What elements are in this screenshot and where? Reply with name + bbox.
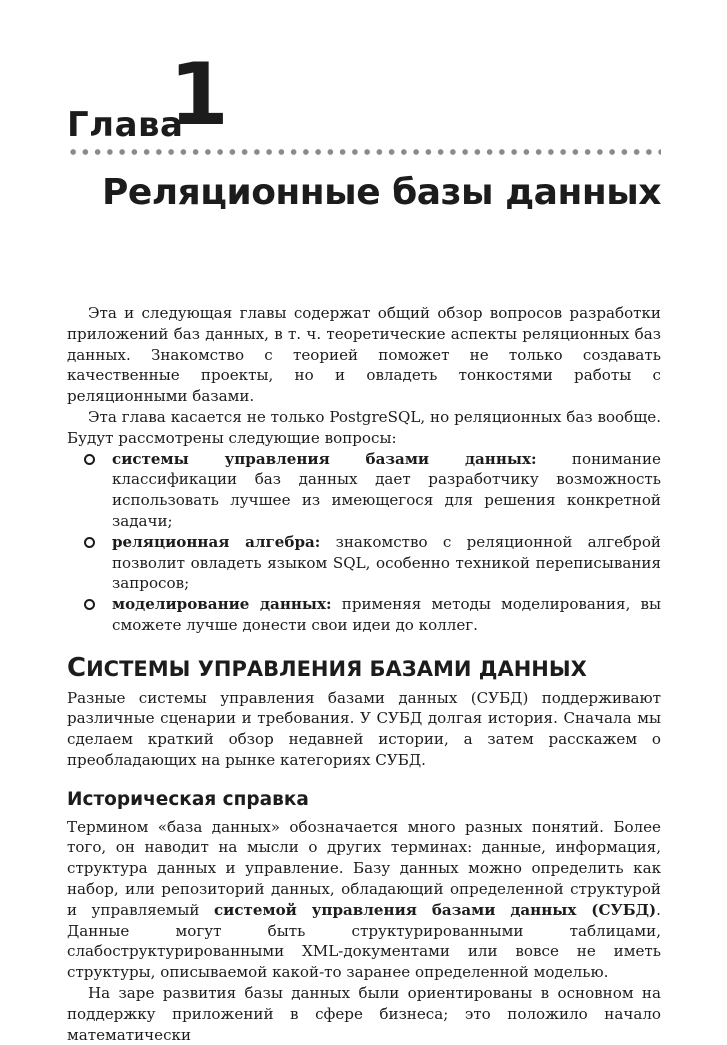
list-item (67, 449, 661, 532)
intro-paragraph-2: Эта глава касается не только PostgreSQL, но реляционных баз вообще. Будут рассмотрены следующие вопросы: (67, 407, 661, 447)
section-heading (67, 652, 661, 683)
section-paragraph: Разные системы управления базами данных (СУБД) поддерживают различные сценарии и требования. У СУБД долгая история. Сначала мы сделаем краткий обзор недавней истории, а затем расскажем о преобладающих на рынке категориях СУБД. (67, 688, 661, 769)
circle-bullet-icon (84, 454, 95, 465)
list-item (67, 594, 661, 636)
subsection-heading: Историческая справка (67, 788, 309, 810)
dbms-term: системой управления базами данных (СУБД) (213, 900, 657, 919)
page-body (67, 303, 661, 1045)
history-paragraph-1: Термином «база данных» обозначается много разных понятий. Более того, он наводит на мысли о других терминах: данные, информация, структура данных и управление. Базу данных можно определить как набор, или репозиторий данных, обладающий определенной структурой и управляемый системой управления базами данных (СУБД). Данные могут быть структурированными таблицами, слабоструктурированными XML-документами или вовсе не иметь структуры, описываемой какой-то заранее определенной моделью. (67, 817, 661, 982)
history-paragraph-2: На заре развития базы данных были ориентированы в основном на поддержку приложений в сфере бизнеса; это положило начало математически (67, 983, 661, 1044)
section-heading-initial: С (67, 652, 87, 683)
section-heading-rest: ИСТЕМЫ УПРАВЛЕНИЯ БАЗАМИ ДАННЫХ (86, 656, 587, 681)
chapter-number: 1 (169, 45, 229, 145)
topic-text: знакомство с реляционной алгеброй позволит овладеть языком SQL, особенно техникой переписывания запросов; (112, 532, 661, 593)
topic-term: реляционная алгебра: (112, 532, 321, 551)
topics-list (67, 449, 661, 636)
topic-term: системы управления базами данных: (112, 449, 537, 468)
intro-paragraph-1: Эта и следующая главы содержат общий обзор вопросов разработки приложений баз данных, в т. ч. теоретические аспекты реляционных баз данных. Знакомство с теорией поможет не только создавать качественные проекты, но и овладеть тонкостями работы с реляционными базами. (67, 304, 661, 406)
topic-text: применяя методы моделирования, вы сможете лучше донести свои идеи до коллег. (112, 595, 661, 634)
topic-term: моделирование данных: (112, 595, 332, 614)
circle-bullet-icon (84, 537, 95, 548)
list-item (67, 532, 661, 594)
chapter-title: Реляционные базы данных (102, 172, 661, 213)
dotted-divider (67, 148, 661, 156)
chapter-label: Глава (67, 105, 184, 145)
circle-bullet-icon (84, 599, 95, 610)
topic-text: понимание классификации баз данных дает разработчику возможность использовать лучшее из имеющегося для решения конкретной задачи; (112, 449, 661, 530)
